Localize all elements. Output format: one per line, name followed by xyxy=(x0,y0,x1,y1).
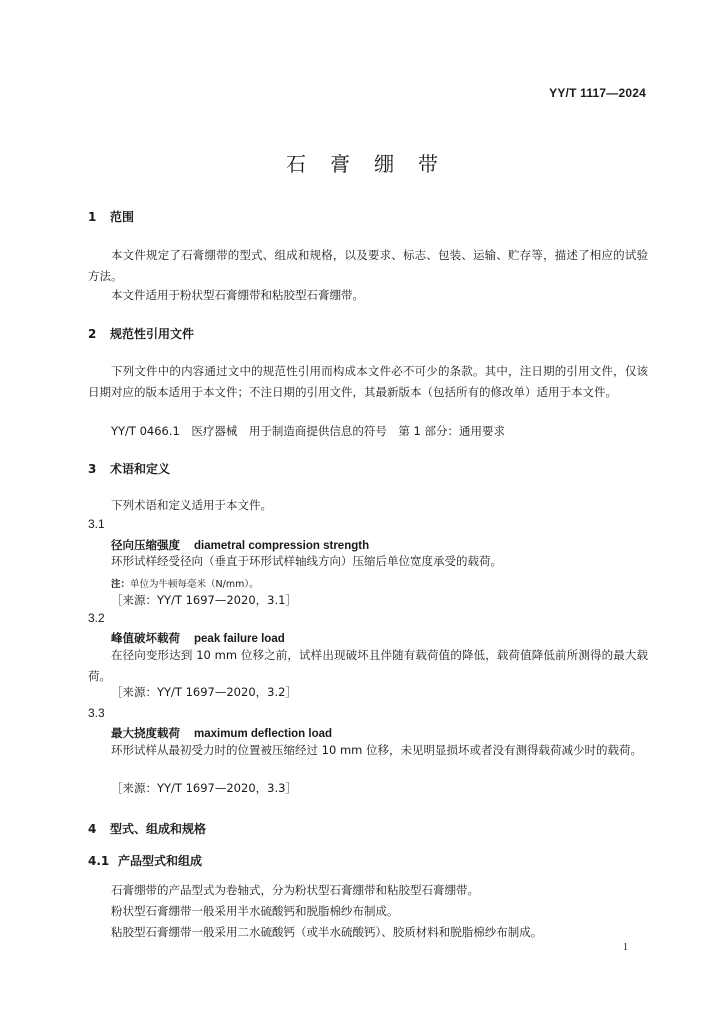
section-number: 2 xyxy=(88,327,97,341)
term-heading xyxy=(111,725,332,741)
term-definition: 在径向变形达到 10 mm 位移之前，试样出现破坏且伴随有载荷值的降低，载荷值降低前所测得的最大载荷。 xyxy=(88,648,648,683)
term-number: 3.1 xyxy=(88,517,105,531)
subsection-4-1-paragraph-1: 石膏绷带的产品型式为卷轴式，分为粉状型石膏绷带和粘胶型石膏绷带。 xyxy=(111,883,479,897)
section-title: 型式、组成和规格 xyxy=(110,822,207,836)
note-text: 单位为牛顿每毫米（N/mm）。 xyxy=(130,579,259,590)
term-chinese: 最大挠度载荷 xyxy=(111,726,180,740)
term-source: ［来源：YY/T 1697—2020，3.1］ xyxy=(111,593,297,607)
section-number: 3 xyxy=(88,462,97,476)
subsection-4-1-paragraph-3: 粘胶型石膏绷带一般采用二水硫酸钙（或半水硫酸钙）、胶质材料和脱脂棉纱布制成。 xyxy=(111,925,543,939)
term-definition: 环形试样经受径向（垂直于环形试样轴线方向）压缩后单位宽度承受的载荷。 xyxy=(111,554,502,568)
term-definition: 环形试样从最初受力时的位置被压缩经过 10 mm 位移，未见明显损坏或者没有测得载荷减少时的载荷。 xyxy=(111,743,642,757)
term-chinese: 径向压缩强度 xyxy=(111,538,180,552)
term-number: 3.2 xyxy=(88,611,105,625)
section-1-paragraph-2: 本文件适用于粉状型石膏绷带和粘胶型石膏绷带。 xyxy=(111,288,364,302)
term-source: ［来源：YY/T 1697—2020，3.3］ xyxy=(111,781,297,795)
section-3-heading xyxy=(88,460,170,477)
page-number: 1 xyxy=(623,942,628,953)
section-4-heading xyxy=(88,820,206,837)
term-chinese: 峰值破坏载荷 xyxy=(111,631,180,645)
normative-reference-1: YY/T 0466.1 医疗器械 用于制造商提供信息的符号 第 1 部分：通用要求 xyxy=(111,424,505,438)
term-heading xyxy=(111,630,285,646)
subsection-4-1-paragraph-2: 粉状型石膏绷带一般采用半水硫酸钙和脱脂棉纱布制成。 xyxy=(111,904,399,918)
subsection-number: 4.1 xyxy=(88,854,110,868)
section-1-heading xyxy=(88,208,134,225)
term-note xyxy=(111,576,259,590)
subsection-title: 产品型式和组成 xyxy=(118,854,203,868)
section-3-intro: 下列术语和定义适用于本文件。 xyxy=(111,498,272,512)
section-title: 规范性引用文件 xyxy=(110,327,195,341)
section-number: 4 xyxy=(88,822,97,836)
subsection-4-1-heading xyxy=(88,852,202,869)
term-number: 3.3 xyxy=(88,706,105,720)
note-label: 注： xyxy=(111,579,131,590)
term-english: peak failure load xyxy=(194,633,285,645)
document-title: 石膏绷带 xyxy=(286,152,462,176)
section-2-heading xyxy=(88,325,194,342)
section-2-paragraph-1: 下列文件中的内容通过文中的规范性引用而构成本文件必不可少的条款。其中，注日期的引用文件，仅该日期对应的版本适用于本文件；不注日期的引用文件，其最新版本（包括所有的修改单）适用于本文件。 xyxy=(88,364,648,399)
section-number: 1 xyxy=(88,210,97,224)
section-title: 术语和定义 xyxy=(110,462,171,476)
term-english: diametral compression strength xyxy=(194,540,370,552)
term-source: ［来源：YY/T 1697—2020，3.2］ xyxy=(111,685,297,699)
section-1-paragraph-1: 本文件规定了石膏绷带的型式、组成和规格，以及要求、标志、包装、运输、贮存等，描述了相应的试验方法。 xyxy=(88,248,648,283)
section-title: 范围 xyxy=(110,210,135,224)
term-english: maximum deflection load xyxy=(194,728,333,740)
standard-number: YY/T 1117—2024 xyxy=(549,86,646,100)
